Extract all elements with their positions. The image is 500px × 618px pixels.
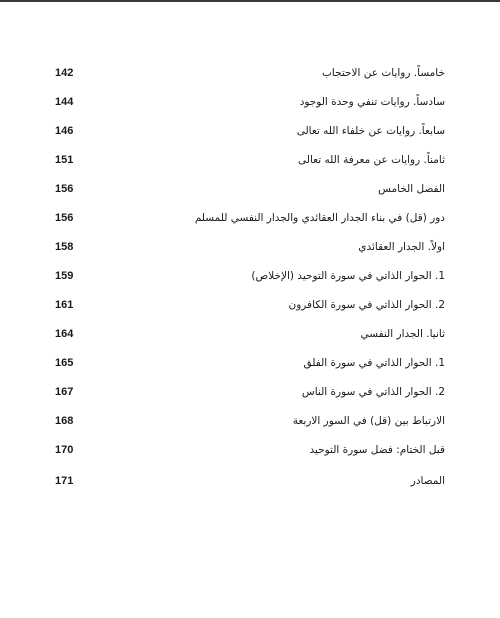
toc-title: قبل الختام: فضل سورة التوحيد <box>309 444 445 456</box>
toc-page-number: 144 <box>55 96 74 108</box>
toc-entry[interactable] <box>0 91 500 113</box>
toc-title: ثانيا. الجدار النفسي <box>360 328 445 340</box>
toc-title: ثامناً. روايات عن معرفة الله تعالى <box>298 154 445 166</box>
toc-page-number: 159 <box>55 270 74 282</box>
toc-entry[interactable] <box>0 120 500 142</box>
toc-page-number: 158 <box>55 241 74 253</box>
toc-page-number: 170 <box>55 444 74 456</box>
toc-entry[interactable] <box>0 178 500 200</box>
toc-page-number: 171 <box>55 475 74 487</box>
toc-title: 1. الحوار الذاتي في سورة الفلق <box>303 357 445 369</box>
toc-entry[interactable] <box>0 323 500 345</box>
toc-entry[interactable] <box>0 352 500 374</box>
toc-title: 2. الحوار الذاتي في سورة الكافرون <box>288 299 445 311</box>
toc-title: سابعاً. روايات عن خلفاء الله تعالى <box>296 125 445 137</box>
toc-entry[interactable] <box>0 207 500 229</box>
toc-page-number: 165 <box>55 357 74 369</box>
toc-entry[interactable] <box>0 236 500 258</box>
toc-page-number: 164 <box>55 328 74 340</box>
toc-entry[interactable] <box>0 381 500 403</box>
toc-title: سادساً. روايات تنفي وحدة الوجود <box>299 96 445 108</box>
toc-entry[interactable] <box>0 294 500 316</box>
toc-title: المصادر <box>410 475 445 487</box>
toc-title: اولاً. الجدار العقائدي <box>358 241 445 253</box>
toc-entry[interactable] <box>0 149 500 171</box>
toc-page-number: 167 <box>55 386 74 398</box>
toc-title: خامساً. روايات عن الاحتجاب <box>322 67 445 79</box>
toc-title: الفصل الخامس <box>378 183 445 195</box>
toc-entry[interactable] <box>0 265 500 287</box>
toc-page-number: 146 <box>55 125 74 137</box>
toc-page-number: 161 <box>55 299 74 311</box>
toc-entry[interactable] <box>0 62 500 84</box>
toc-title: 1. الحوار الذاتي في سورة التوحيد (الإخلاص) <box>251 270 445 282</box>
toc-page-number: 156 <box>55 212 74 224</box>
toc-page-number: 168 <box>55 415 74 427</box>
toc-entry[interactable] <box>0 439 500 461</box>
toc-page-number: 156 <box>55 183 74 195</box>
toc-page-number: 151 <box>55 154 74 166</box>
toc-entry[interactable] <box>0 410 500 432</box>
toc-entry[interactable] <box>0 470 500 492</box>
toc-title: دور (قل) في بناء الجدار العقائدي والجدار النفسي للمسلم <box>194 212 445 224</box>
toc-title: الارتباط بين (قل) في السور الاربعة <box>292 415 445 427</box>
toc-title: 2. الحوار الذاتي في سورة الناس <box>301 386 445 398</box>
toc-page-number: 142 <box>55 67 74 79</box>
